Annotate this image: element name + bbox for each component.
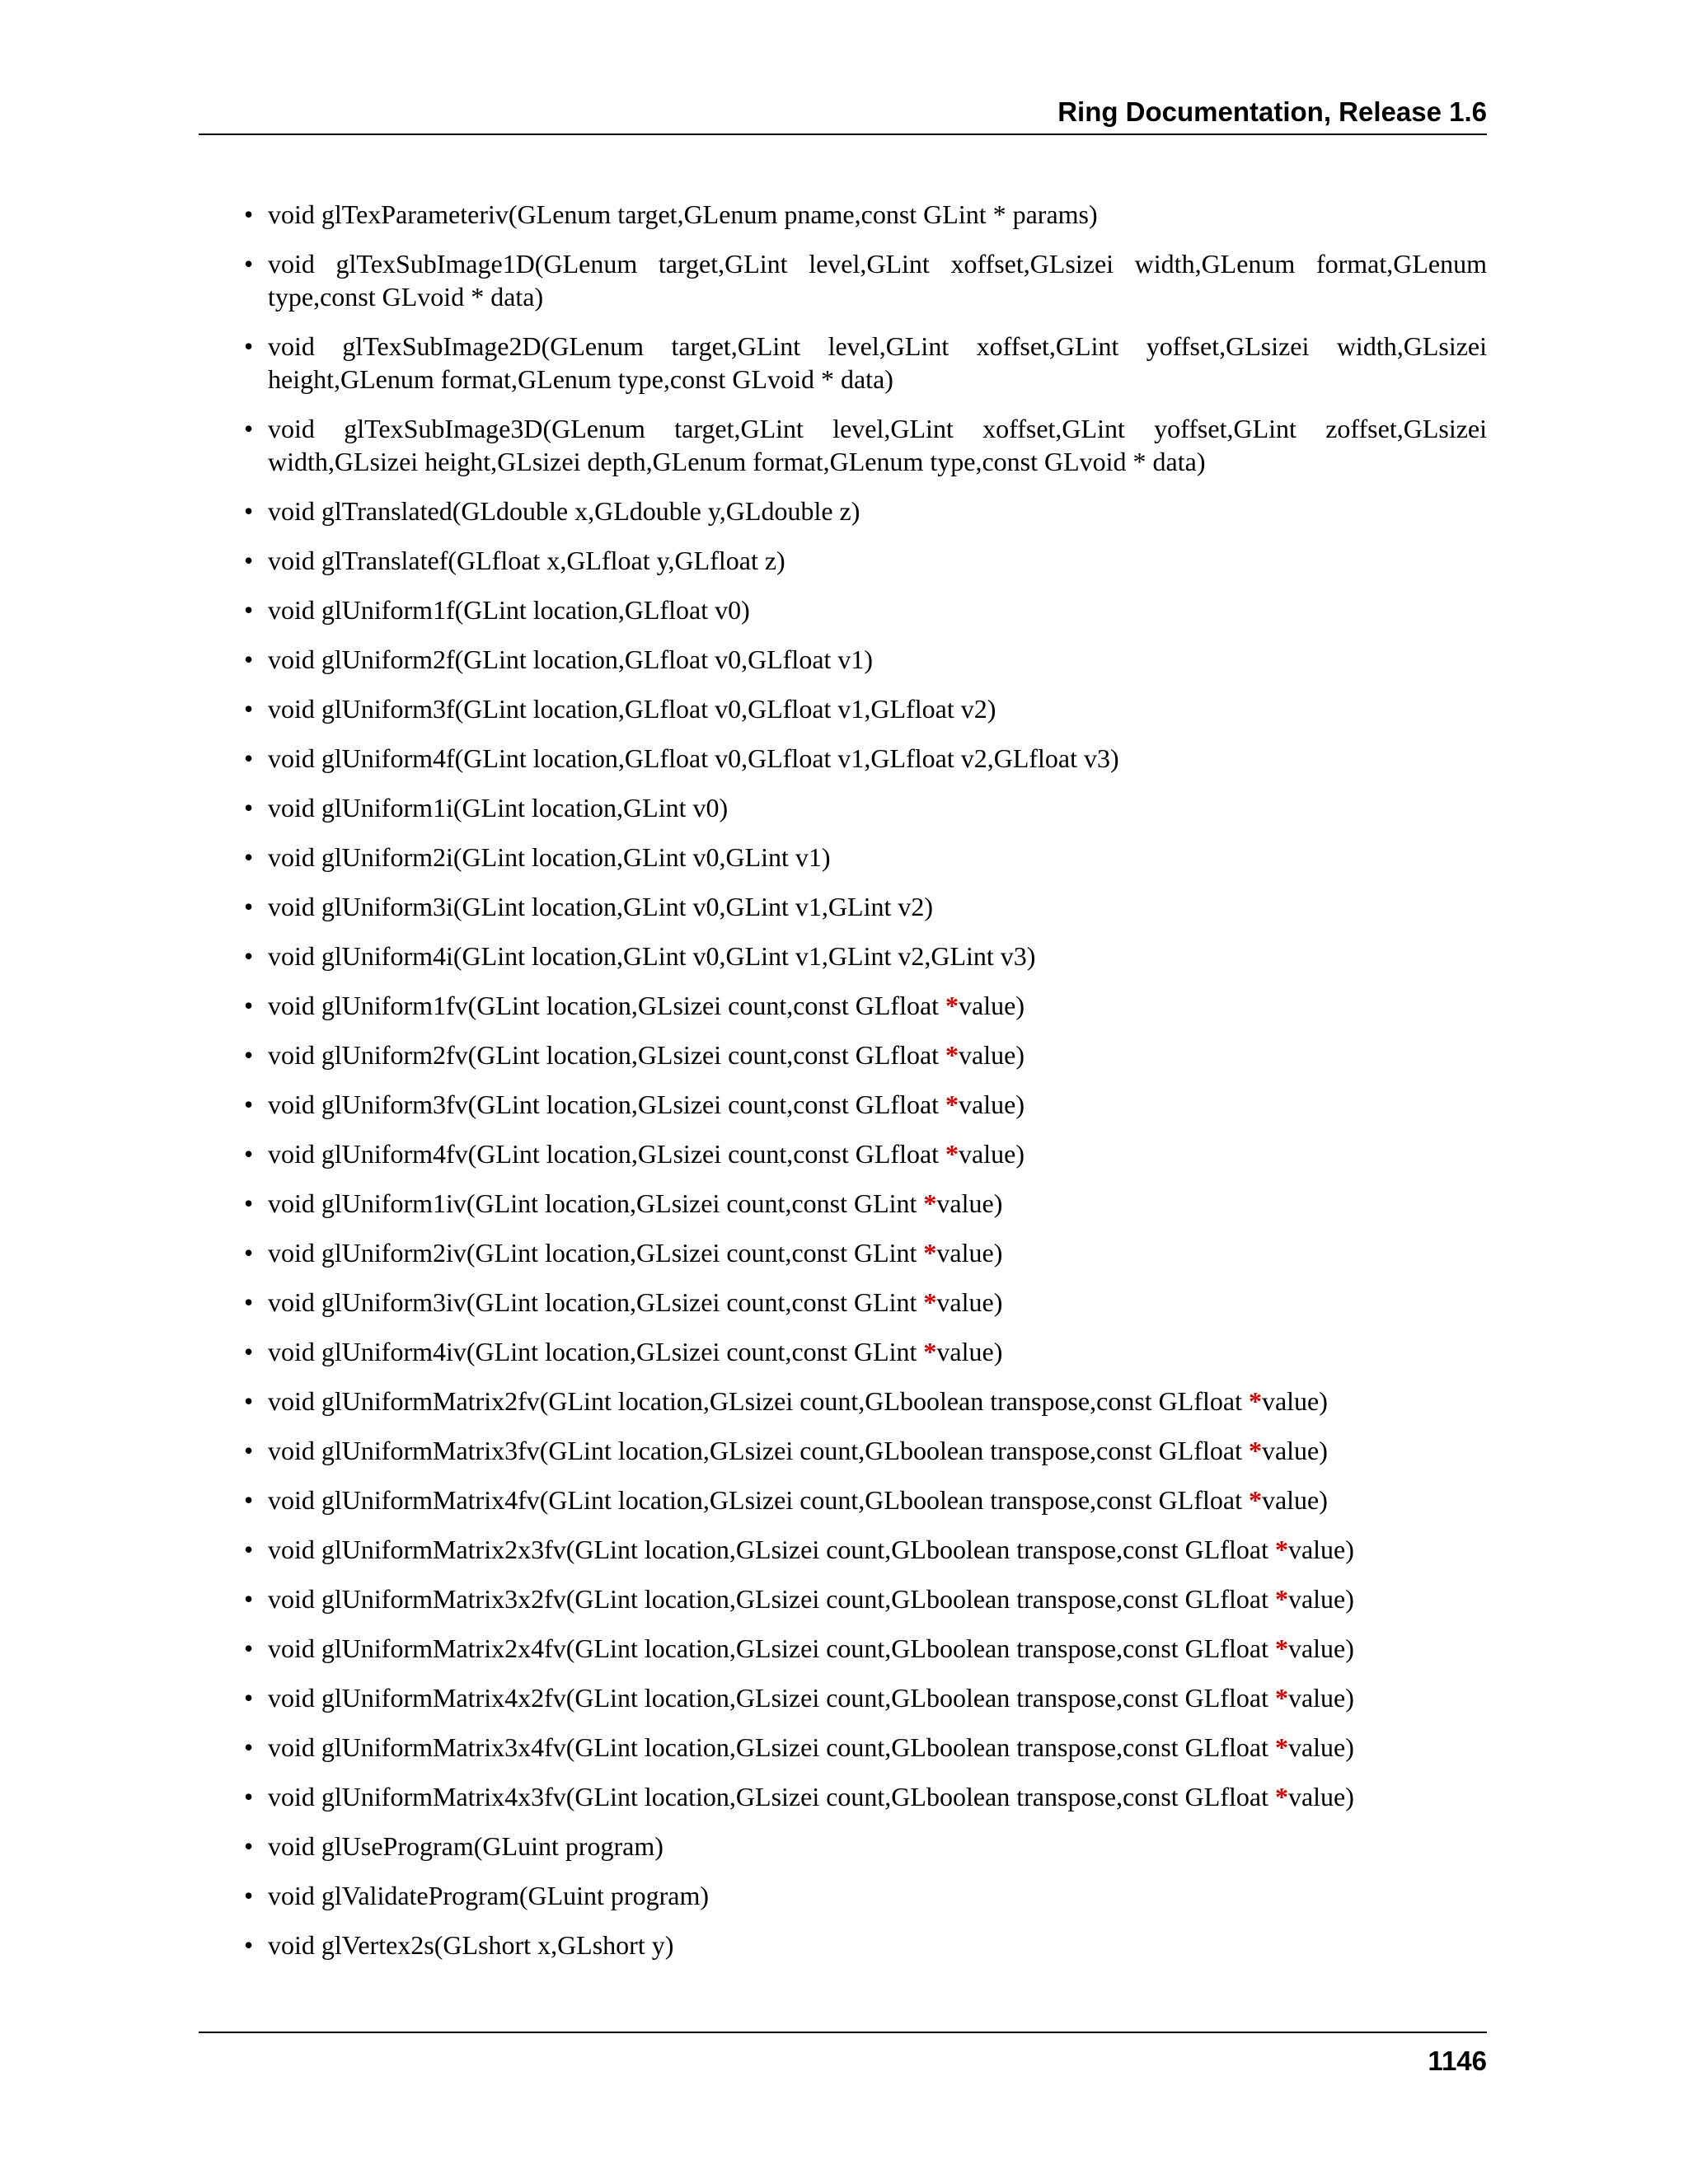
bullet-icon: •: [244, 743, 254, 773]
bullet-icon: •: [244, 1732, 254, 1762]
list-item: [199, 1632, 1487, 1665]
list-item: [199, 1434, 1487, 1467]
pointer-asterisk: *: [945, 991, 959, 1020]
pointer-asterisk: *: [1274, 1683, 1288, 1713]
pointer-asterisk: *: [1274, 1782, 1288, 1811]
pointer-asterisk: *: [923, 1287, 937, 1317]
function-signature: void glUseProgram(GLuint program): [268, 1831, 663, 1861]
pointer-asterisk: *: [945, 1139, 959, 1169]
function-signature: void glUniform3i(GLint location,GLint v0,GLint v1,GLint v2): [268, 892, 934, 921]
bullet-icon: •: [244, 1337, 254, 1366]
bullet-icon: •: [244, 644, 254, 674]
list-item: [199, 198, 1487, 231]
function-signature: void glUniformMatrix4fv(GLint location,GLsizei count,GLboolean transpose,const GLfloat: [268, 1485, 1249, 1515]
pointer-asterisk: *: [923, 1188, 937, 1218]
list-item: [199, 1879, 1487, 1912]
bullet-icon: •: [244, 892, 254, 921]
bullet-icon: •: [244, 595, 254, 625]
bullet-icon: •: [244, 1287, 254, 1317]
list-item: [199, 742, 1487, 775]
function-signature: void glUniform1fv(GLint location,GLsizei count,const GLfloat: [268, 991, 946, 1020]
function-signature: void glUniform3iv(GLint location,GLsizei count,const GLint: [268, 1287, 924, 1317]
list-item: [199, 1236, 1487, 1269]
function-signature: void glUniformMatrix3x4fv(GLint location,GLsizei count,GLboolean transpose,const GLfloat: [268, 1732, 1275, 1762]
function-signature-suffix: value): [959, 1090, 1025, 1119]
bullet-icon: •: [244, 1188, 254, 1218]
function-signature: void glUniform4iv(GLint location,GLsizei count,const GLint: [268, 1337, 924, 1366]
function-signature: void glUniformMatrix3x2fv(GLint location,GLsizei count,GLboolean transpose,const GLfloat: [268, 1584, 1275, 1614]
bullet-icon: •: [244, 1930, 254, 1960]
function-signature-suffix: value): [1261, 1436, 1328, 1465]
function-signature-suffix: value): [1261, 1386, 1328, 1416]
pointer-asterisk: *: [923, 1337, 937, 1366]
bullet-icon: •: [244, 1831, 254, 1861]
bullet-icon: •: [244, 1485, 254, 1515]
list-item: [199, 330, 1487, 396]
function-signature: void glValidateProgram(GLuint program): [268, 1881, 709, 1910]
bullet-icon: •: [244, 842, 254, 872]
function-signature: void glUniformMatrix2fv(GLint location,GLsizei count,GLboolean transpose,const GLfloat: [268, 1386, 1249, 1416]
list-item: [199, 1582, 1487, 1615]
bullet-icon: •: [244, 496, 254, 526]
function-signature-suffix: value): [1287, 1584, 1354, 1614]
function-signature: void glUniformMatrix4x2fv(GLint location,GLsizei count,GLboolean transpose,const GLfloat: [268, 1683, 1275, 1713]
function-signature-suffix: value): [1287, 1782, 1354, 1811]
bullet-icon: •: [244, 1139, 254, 1169]
bullet-icon: •: [244, 1238, 254, 1268]
bullet-icon: •: [244, 1584, 254, 1614]
function-signature-suffix: value): [1261, 1485, 1328, 1515]
function-signature: void glUniform3f(GLint location,GLfloat v0,GLfloat v1,GLfloat v2): [268, 694, 996, 724]
pointer-asterisk: *: [1248, 1386, 1262, 1416]
list-item: [199, 1038, 1487, 1071]
list-item: [199, 791, 1487, 824]
page-header: [199, 92, 1487, 135]
bullet-icon: •: [244, 546, 254, 575]
bullet-icon: •: [244, 1683, 254, 1713]
bullet-icon: •: [244, 1782, 254, 1811]
function-signature: void glUniform1f(GLint location,GLfloat v0): [268, 595, 750, 625]
bullet-icon: •: [244, 1881, 254, 1910]
list-item: [199, 841, 1487, 874]
function-signature-suffix: value): [959, 1040, 1025, 1070]
pointer-asterisk: *: [945, 1040, 959, 1070]
pointer-asterisk: *: [1274, 1584, 1288, 1614]
list-item: [199, 940, 1487, 972]
function-signature: void glUniformMatrix4x3fv(GLint location,GLsizei count,GLboolean transpose,const GLfloat: [268, 1782, 1275, 1811]
function-signature-suffix: value): [936, 1287, 1003, 1317]
bullet-icon: •: [244, 249, 254, 279]
function-signature-suffix: value): [936, 1238, 1003, 1268]
bullet-icon: •: [244, 1040, 254, 1070]
list-item: [199, 1533, 1487, 1566]
list-item: [199, 1088, 1487, 1121]
list-item: [199, 1483, 1487, 1516]
list-item: [199, 544, 1487, 577]
pointer-asterisk: *: [1248, 1436, 1262, 1465]
bullet-icon: •: [244, 1386, 254, 1416]
function-signature-suffix: value): [1287, 1633, 1354, 1663]
function-signature: void glUniform4f(GLint location,GLfloat v0,GLfloat v1,GLfloat v2,GLfloat v3): [268, 743, 1119, 773]
list-item: [199, 1929, 1487, 1961]
function-signature: void glUniform2iv(GLint location,GLsizei count,const GLint: [268, 1238, 924, 1268]
function-signature-suffix: value): [936, 1188, 1003, 1218]
bullet-icon: •: [244, 793, 254, 823]
function-signature: void glUniform4i(GLint location,GLint v0,GLint v1,GLint v2,GLint v3): [268, 941, 1036, 971]
function-signature-suffix: value): [959, 1139, 1025, 1169]
function-signature-suffix: value): [1287, 1732, 1354, 1762]
list-item: [199, 1681, 1487, 1714]
function-signature: void glTexSubImage1D(GLenum target,GLint level,GLint xoffset,GLsizei width,GLenum format,GLenum type,const GLvoid * data): [268, 249, 1487, 312]
function-signature: void glTranslated(GLdouble x,GLdouble y,GLdouble z): [268, 496, 860, 526]
bullet-icon: •: [244, 1535, 254, 1564]
function-signature: void glUniform1iv(GLint location,GLsizei count,const GLint: [268, 1188, 924, 1218]
function-signature: void glUniform4fv(GLint location,GLsizei count,const GLfloat: [268, 1139, 946, 1169]
list-item: [199, 1286, 1487, 1319]
list-item: [199, 643, 1487, 676]
list-item: [199, 1780, 1487, 1813]
function-signature-suffix: value): [959, 991, 1025, 1020]
function-signature-suffix: value): [1287, 1535, 1354, 1564]
pointer-asterisk: *: [1274, 1732, 1288, 1762]
list-item: [199, 989, 1487, 1022]
function-signature-suffix: value): [1287, 1683, 1354, 1713]
bullet-icon: •: [244, 331, 254, 361]
bullet-icon: •: [244, 414, 254, 443]
function-signature: void glUniform1i(GLint location,GLint v0): [268, 793, 729, 823]
list-item: [199, 593, 1487, 626]
function-signature-suffix: value): [936, 1337, 1003, 1366]
function-signature: void glUniform2i(GLint location,GLint v0,GLint v1): [268, 842, 831, 872]
function-list: [199, 198, 1487, 1961]
page-number: 1146: [1428, 2046, 1487, 2076]
document-title: Ring Documentation, Release 1.6: [1057, 96, 1487, 127]
pointer-asterisk: *: [1274, 1633, 1288, 1663]
function-signature: void glUniform2f(GLint location,GLfloat v0,GLfloat v1): [268, 644, 874, 674]
page-content: [199, 198, 1487, 1978]
bullet-icon: •: [244, 1090, 254, 1119]
list-item: [199, 890, 1487, 923]
function-signature: void glTexParameteriv(GLenum target,GLenum pname,const GLint * params): [268, 199, 1098, 229]
bullet-icon: •: [244, 199, 254, 229]
list-item: [199, 692, 1487, 725]
bullet-icon: •: [244, 694, 254, 724]
bullet-icon: •: [244, 1633, 254, 1663]
function-signature: void glTranslatef(GLfloat x,GLfloat y,GLfloat z): [268, 546, 785, 575]
list-item: [199, 1830, 1487, 1863]
function-signature: void glUniform2fv(GLint location,GLsizei count,const GLfloat: [268, 1040, 946, 1070]
function-signature: void glTexSubImage3D(GLenum target,GLint level,GLint xoffset,GLint yoffset,GLint zoffset,GLsizei width,GLsizei height,GLsizei depth,GLenum format,GLenum type,const GLvoid * data): [268, 414, 1487, 476]
list-item: [199, 1137, 1487, 1170]
pointer-asterisk: *: [945, 1090, 959, 1119]
list-item: [199, 1385, 1487, 1418]
bullet-icon: •: [244, 1436, 254, 1465]
function-signature: void glUniform3fv(GLint location,GLsizei count,const GLfloat: [268, 1090, 946, 1119]
pointer-asterisk: *: [1274, 1535, 1288, 1564]
list-item: [199, 1335, 1487, 1368]
function-signature: void glVertex2s(GLshort x,GLshort y): [268, 1930, 674, 1960]
list-item: [199, 1187, 1487, 1220]
bullet-icon: •: [244, 941, 254, 971]
list-item: [199, 1731, 1487, 1764]
list-item: [199, 412, 1487, 478]
list-item: [199, 494, 1487, 527]
pointer-asterisk: *: [923, 1238, 937, 1268]
function-signature: void glTexSubImage2D(GLenum target,GLint level,GLint xoffset,GLint yoffset,GLsizei width,GLsizei height,GLenum format,GLenum type,const GLvoid * data): [268, 331, 1487, 394]
pointer-asterisk: *: [1248, 1485, 1262, 1515]
page-footer: [199, 2032, 1487, 2076]
function-signature: void glUniformMatrix2x4fv(GLint location,GLsizei count,GLboolean transpose,const GLfloat: [268, 1633, 1275, 1663]
list-item: [199, 247, 1487, 313]
bullet-icon: •: [244, 991, 254, 1020]
function-signature: void glUniformMatrix3fv(GLint location,GLsizei count,GLboolean transpose,const GLfloat: [268, 1436, 1249, 1465]
function-signature: void glUniformMatrix2x3fv(GLint location,GLsizei count,GLboolean transpose,const GLfloat: [268, 1535, 1275, 1564]
